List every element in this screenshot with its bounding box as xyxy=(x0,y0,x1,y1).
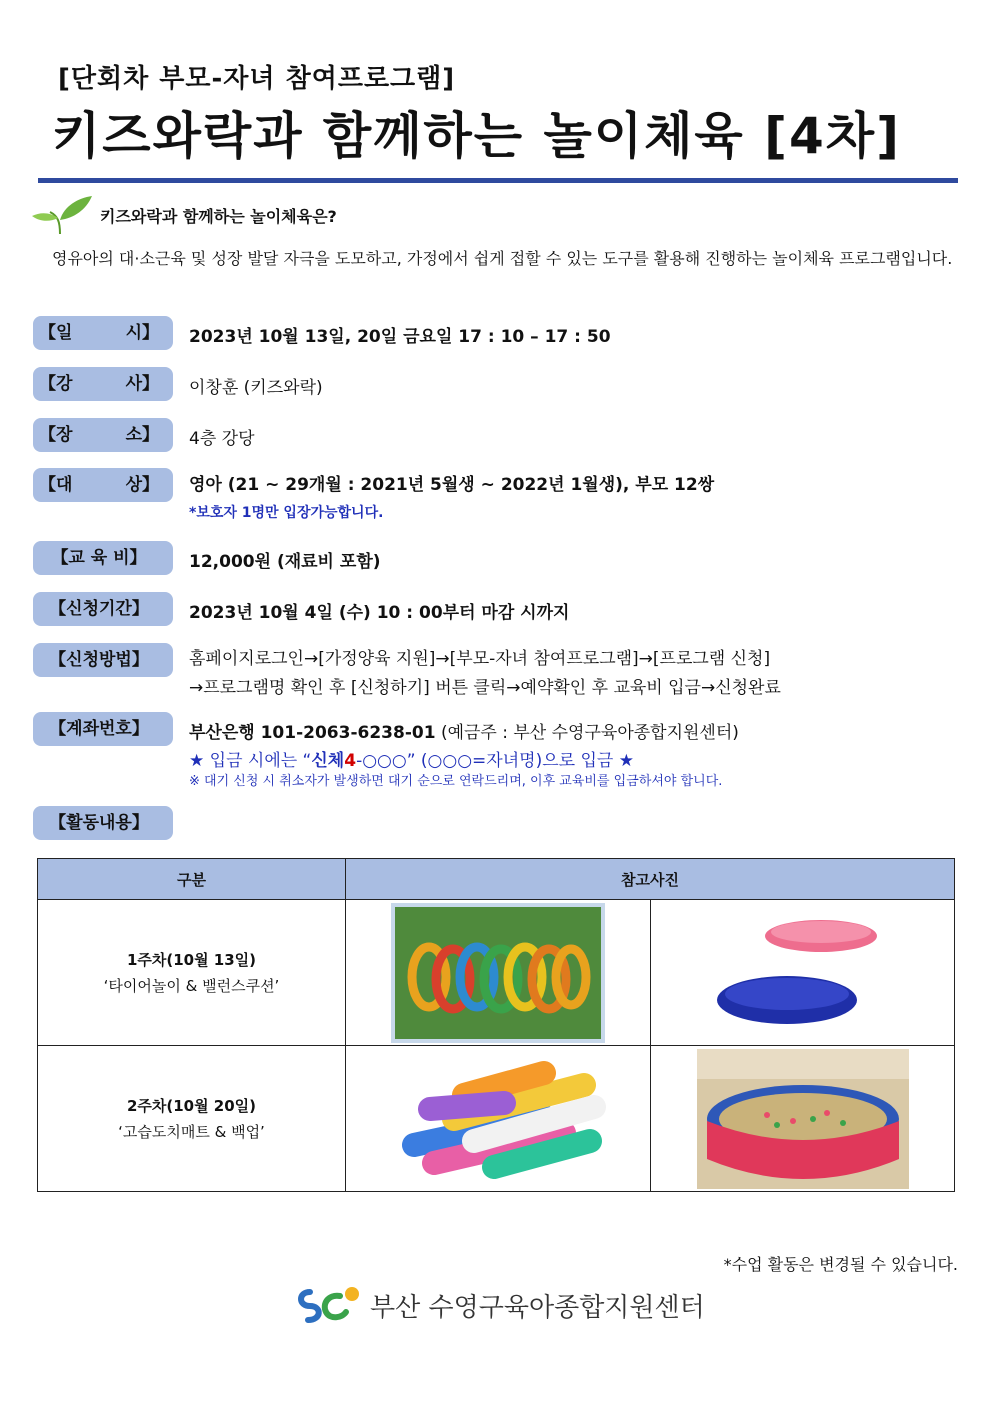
label-place: 【장 소】 xyxy=(33,418,173,452)
photo-cell xyxy=(651,1046,955,1192)
place-value: 4층 강당 xyxy=(189,429,255,449)
intro-heading: 키즈와락과 함께하는 놀이체육은? xyxy=(100,207,337,226)
header-category: 구분 xyxy=(38,859,346,900)
tire-play-photo xyxy=(391,903,605,1043)
title-divider xyxy=(38,178,958,183)
account-holder: (예금주 : 부산 수영구육아종합지원센터) xyxy=(440,723,739,743)
page-title: 키즈와락과 함께하는 놀이체육 [4차] xyxy=(52,107,901,165)
intro-text: 영유아의 대·소근육 및 성장 발달 자극을 도모하고, 가정에서 쉽게 접할 수 있는 도구를 활용해 진행하는 놀이체육 프로그램입니다. xyxy=(52,249,953,268)
sprout-icon xyxy=(30,192,94,236)
change-notice: *수업 활동은 변경될 수 있습니다. xyxy=(723,1255,958,1274)
activity-name: ‘고습도치매트 & 백업’ xyxy=(118,1122,265,1141)
label-fee: 【교 육 비】 xyxy=(33,541,173,575)
table-row xyxy=(38,900,955,1046)
photo-cell xyxy=(346,1046,651,1192)
label-instructor: 【강 사】 xyxy=(33,367,173,401)
week-label: 2주차(10월 20일) xyxy=(126,1096,257,1115)
activity-table xyxy=(37,858,955,1192)
instructor-value: 이창훈 (키즈와락) xyxy=(189,378,323,398)
header-photos: 참고사진 xyxy=(346,859,955,900)
week-cell xyxy=(38,900,346,1046)
foam-noodle-photo xyxy=(394,1049,606,1189)
week-cell xyxy=(38,1046,346,1192)
account-bank: 부산은행 101-2063-6238-01 xyxy=(189,723,436,743)
label-target: 【대 상】 xyxy=(33,468,173,502)
account-value xyxy=(189,718,739,743)
method-line-1: 홈페이지로그인→[가정양육 지원]→[부모-자녀 참여프로그램]→[프로그램 신청] xyxy=(189,649,771,669)
label-period: 【신청기간】 xyxy=(33,592,173,626)
week-label: 1주차(10월 13일) xyxy=(126,950,257,969)
photo-cell xyxy=(346,900,651,1046)
fee-value: 12,000원 (재료비 포함) xyxy=(189,552,381,572)
label-activity: 【활동내용】 xyxy=(33,806,173,840)
ball-pit-photo xyxy=(697,1049,909,1189)
center-name: 부산 수영구육아종합지원센터 xyxy=(370,1293,705,1323)
label-date: 【일 시】 xyxy=(33,316,173,350)
waitlist-note: ※ 대기 신청 시 취소자가 발생하면 대기 순으로 연락드리며, 이후 교육비를 입금하셔야 합니다. xyxy=(189,774,723,789)
table-header-row xyxy=(38,859,955,900)
period-value: 2023년 10월 4일 (수) 10 : 00부터 마감 시까지 xyxy=(189,603,570,623)
deposit-instruction: ★ 입금 시에는 “신체4-○○○” (○○○=자녀명)으로 입금 ★ xyxy=(189,751,634,771)
target-note: *보호자 1명만 입장가능합니다. xyxy=(189,505,384,521)
label-account: 【계좌번호】 xyxy=(33,712,173,746)
program-subtitle: [단회차 부모-자녀 참여프로그램] xyxy=(58,64,456,94)
balance-cushion-photo xyxy=(709,910,889,1030)
date-value: 2023년 10월 13일, 20일 금요일 17 : 10 – 17 : 50 xyxy=(189,327,611,347)
center-logo-icon xyxy=(296,1282,366,1328)
photo-cell xyxy=(651,900,955,1046)
target-value: 영아 (21 ~ 29개월 : 2021년 5월생 ~ 2022년 1월생), 부모 12쌍 xyxy=(189,475,715,495)
table-row xyxy=(38,1046,955,1192)
activity-name: ‘타이어놀이 & 밸런스쿠션’ xyxy=(103,976,280,995)
label-method: 【신청방법】 xyxy=(33,643,173,677)
method-line-2: →프로그램명 확인 후 [신청하기] 버튼 클릭→예약확인 후 교육비 입금→신청완료 xyxy=(189,678,781,698)
